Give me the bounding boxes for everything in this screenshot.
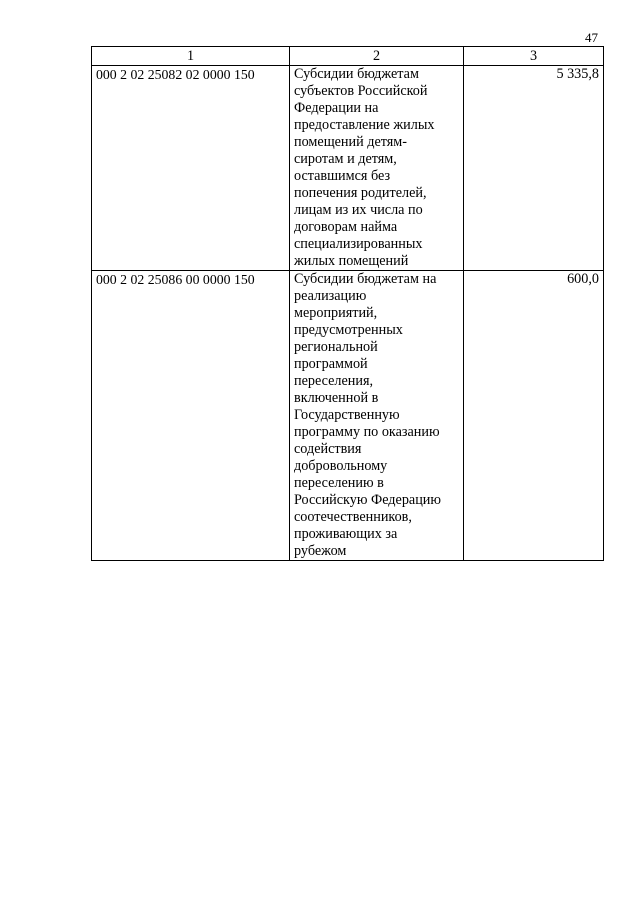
description-line: программой xyxy=(294,356,368,372)
description-line: мероприятий, xyxy=(294,305,378,321)
description-line: региональной xyxy=(294,339,378,355)
description-cell xyxy=(290,66,464,271)
description-line: переселению в xyxy=(294,475,384,491)
description-line: предоставление жилых xyxy=(294,117,435,133)
column-header-2: 2 xyxy=(290,47,464,66)
description-line: Субсидии бюджетам на xyxy=(294,271,437,287)
description-line: предусмотренных xyxy=(294,322,403,338)
description-line: специализированных xyxy=(294,236,423,252)
description-line: Субсидии бюджетам xyxy=(294,66,419,82)
description-line: включенной в xyxy=(294,390,379,406)
column-header-3: 3 xyxy=(464,47,604,66)
description-line: содействия xyxy=(294,441,362,457)
budget-table xyxy=(91,46,604,561)
description-line: сиротам и детям, xyxy=(294,151,397,167)
description-line: лицам из их числа по xyxy=(294,202,423,218)
description-line: договорам найма xyxy=(294,219,398,235)
amount-cell: 600,0 xyxy=(464,271,604,561)
description-line: субъектов Российской xyxy=(294,83,428,99)
page-number: 47 xyxy=(585,30,598,45)
description-line: Федерации на xyxy=(294,100,379,116)
description-line: попечения родителей, xyxy=(294,185,427,201)
amount-cell: 5 335,8 xyxy=(464,66,604,271)
description-line: помещений детям- xyxy=(294,134,407,150)
column-header-1: 1 xyxy=(92,47,290,66)
description-line: добровольному xyxy=(294,458,388,474)
description-line: реализацию xyxy=(294,288,367,304)
description-line: жилых помещений xyxy=(294,253,409,269)
description-cell xyxy=(290,271,464,561)
description-line: рубежом xyxy=(294,543,347,559)
budget-code-cell: 000 2 02 25086 00 0000 150 xyxy=(92,271,290,561)
description-line: проживающих за xyxy=(294,526,398,542)
header-row xyxy=(92,47,604,66)
description-line: Российскую Федерацию xyxy=(294,492,442,508)
table-row xyxy=(92,66,604,271)
description-line: соотечественников, xyxy=(294,509,412,525)
description-line: оставшимся без xyxy=(294,168,391,184)
budget-code-cell: 000 2 02 25082 02 0000 150 xyxy=(92,66,290,271)
description-line: Государственную xyxy=(294,407,400,423)
description-line: программу по оказанию xyxy=(294,424,440,440)
table-row xyxy=(92,271,604,561)
description-line: переселения, xyxy=(294,373,374,389)
